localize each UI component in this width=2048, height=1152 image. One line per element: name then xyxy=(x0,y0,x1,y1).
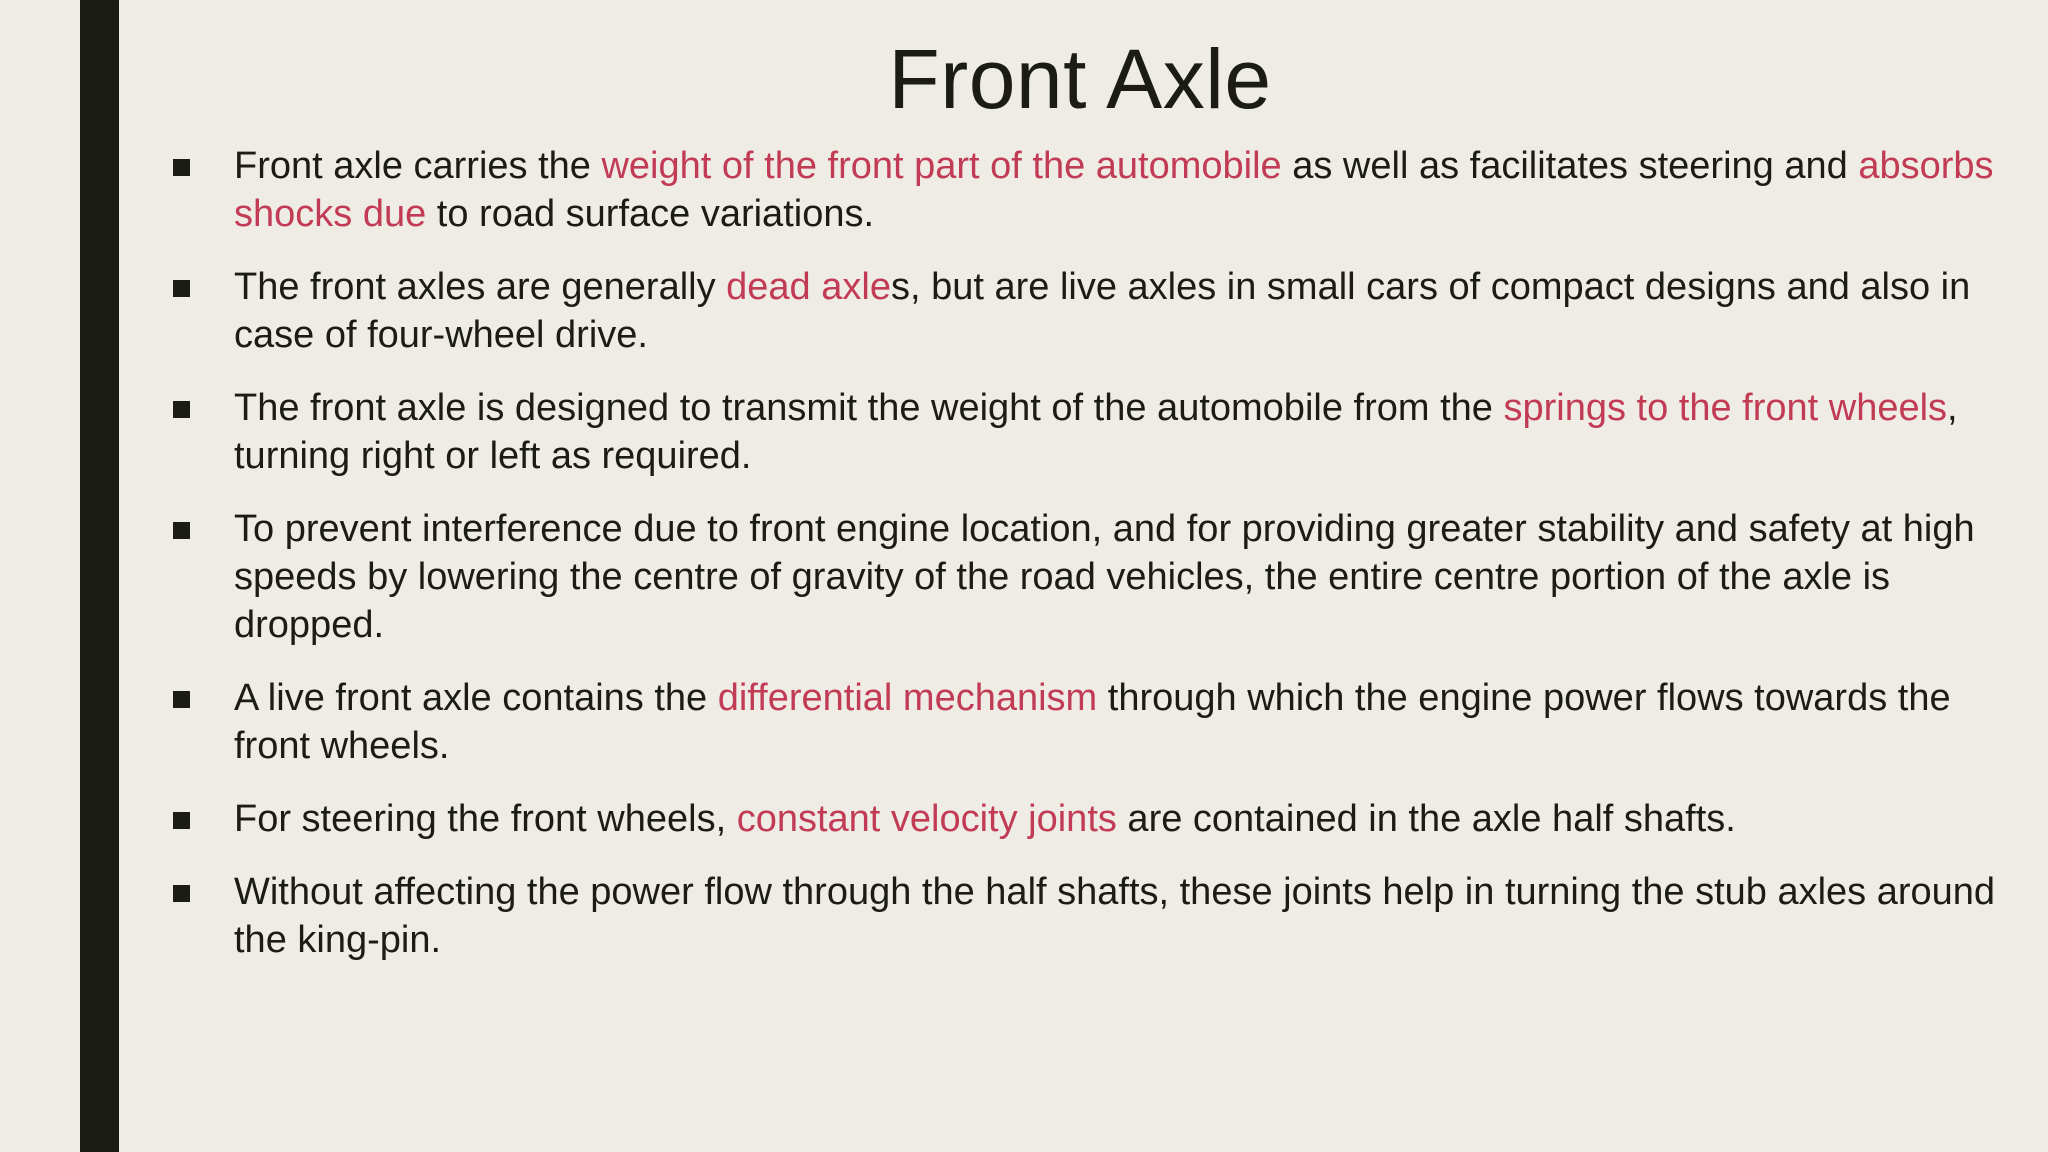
side-accent-bar xyxy=(80,0,119,1152)
bullet-text: The front axles are generally xyxy=(234,266,727,308)
square-bullet-icon xyxy=(173,885,190,902)
bullet-item xyxy=(170,263,2010,359)
bullet-item xyxy=(170,868,2010,964)
bullet-text: To prevent interference due to front engine location, and for providing greater stability and safety at high speeds by lowering the centre of gravity of the road vehicles, the entire centre portion of the axle is dropped. xyxy=(234,508,1975,646)
bullet-item xyxy=(170,795,2010,843)
highlighted-text: dead axle xyxy=(726,266,891,308)
bullet-text: A live front axle contains the xyxy=(234,677,718,719)
bullet-list xyxy=(170,142,2010,989)
highlighted-text: differential mechanism xyxy=(717,677,1098,719)
slide-title: Front Axle xyxy=(888,32,1272,126)
bullet-text: to road surface variations. xyxy=(426,193,875,235)
square-bullet-icon xyxy=(173,691,190,708)
bullet-text: Front axle carries the xyxy=(234,145,602,187)
square-bullet-icon xyxy=(173,280,190,297)
bullet-text: , turning right or left as required. xyxy=(234,387,1958,477)
bullet-item xyxy=(170,142,2010,238)
bullet-text: The front axle is designed to transmit the weight of the automobile from the xyxy=(234,387,1504,429)
bullet-text: are contained in the axle half shafts. xyxy=(1116,798,1736,840)
square-bullet-icon xyxy=(173,812,190,829)
bullet-item xyxy=(170,384,2010,480)
bullet-text: For steering the front wheels, xyxy=(234,798,737,840)
square-bullet-icon xyxy=(173,401,190,418)
highlighted-text: weight of the front part of the automobile xyxy=(601,145,1282,187)
highlighted-text: springs to the front wheels xyxy=(1503,387,1948,429)
bullet-text: Without affecting the power flow through the half shafts, these joints help in turning the stub axles around the king-pin. xyxy=(234,871,1996,961)
square-bullet-icon xyxy=(173,522,190,539)
highlighted-text: absorbs shocks due xyxy=(234,145,1994,235)
bullet-text: through which the engine power flows towards the front wheels. xyxy=(234,677,1951,767)
bullet-text: as well as facilitates steering and xyxy=(1281,145,1859,187)
highlighted-text: constant velocity joints xyxy=(736,798,1117,840)
bullet-text: s, but are live axles in small cars of compact designs and also in case of four-wheel drive. xyxy=(234,266,1971,356)
bullet-item xyxy=(170,505,2010,649)
square-bullet-icon xyxy=(173,159,190,176)
bullet-item xyxy=(170,674,2010,770)
